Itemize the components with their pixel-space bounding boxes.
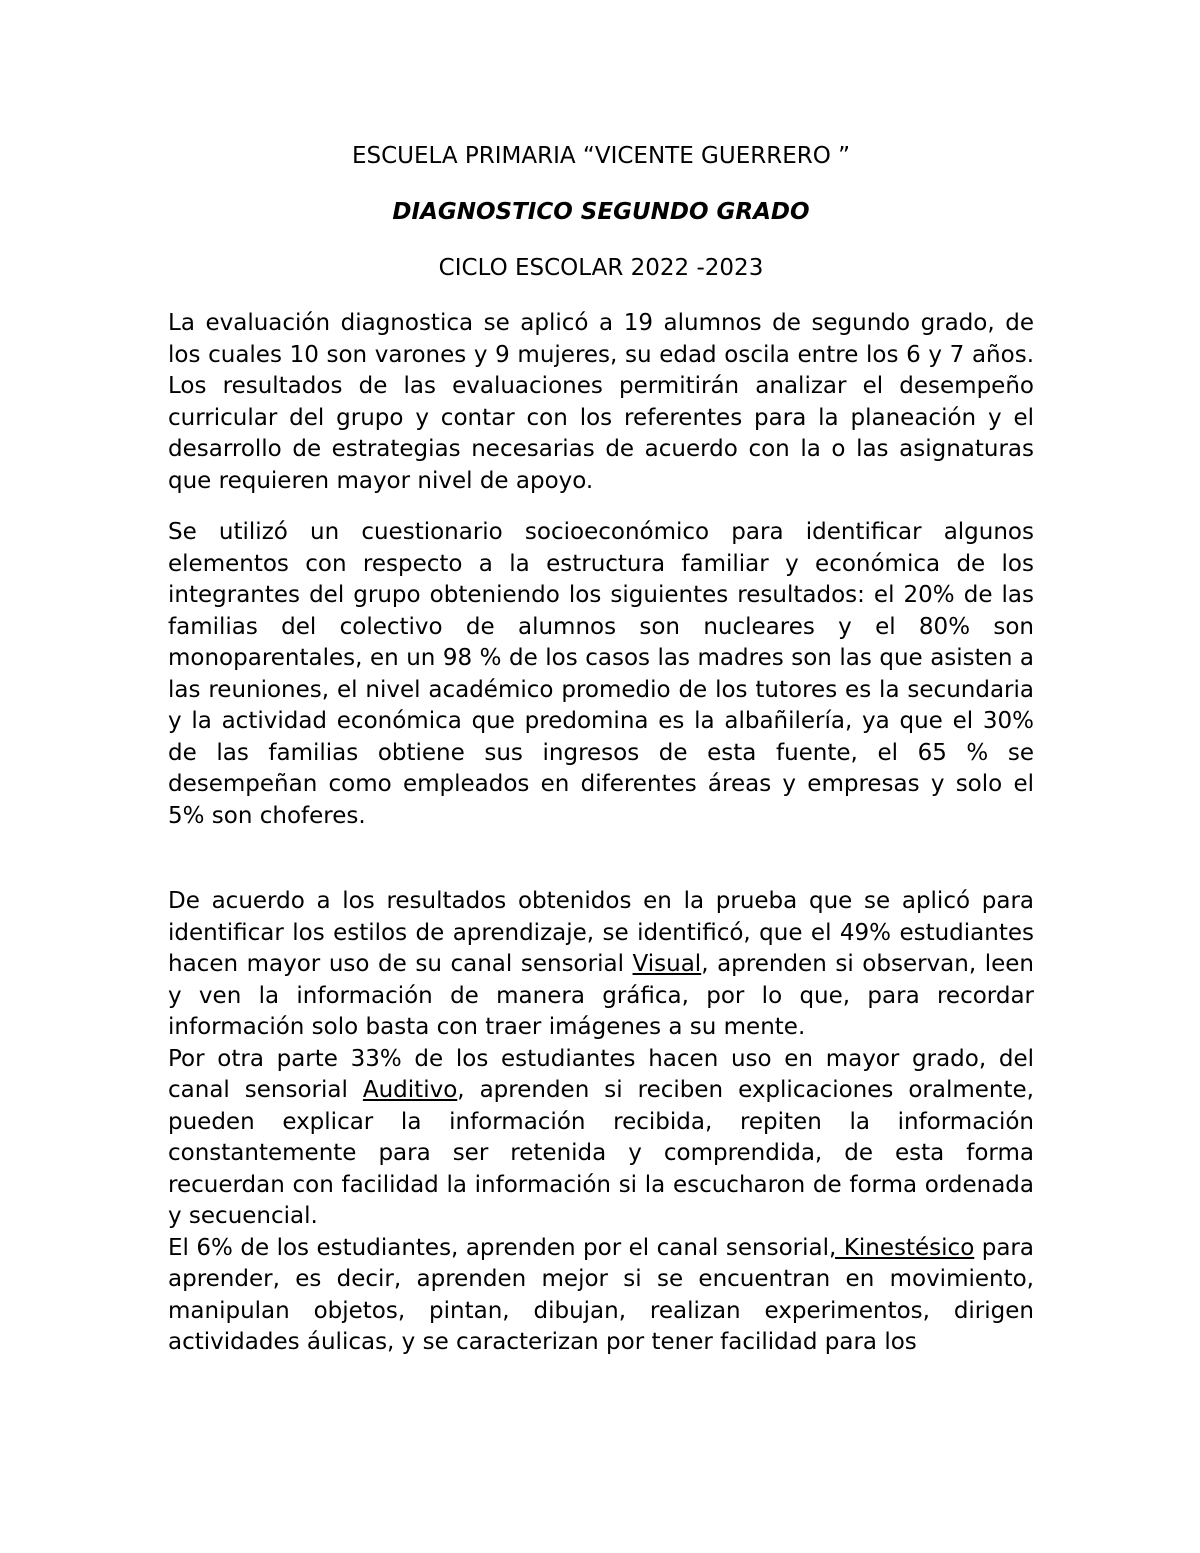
kinesthetic-text-before: El 6% de los estudiantes, aprenden por el canal sensorial — [168, 1234, 830, 1261]
visual-text-before: De acuerdo a los resultados obtenidos en la prueba que se aplicó para identificar los estilos de aprendizaje, se identificó, que el 49% estudiantes hacen mayor uso de su canal sensorial — [168, 888, 1034, 977]
school-cycle-title: CICLO ESCOLAR 2022 -2023 — [438, 255, 764, 281]
visual-text-after: , aprenden si observan, leen y ven la información de manera gráfica, por lo que, para recordar información solo basta con traer imágenes a su mente. — [168, 951, 1034, 1040]
paragraph-socioeconomic: Se utilizó un cuestionario socioeconómico para identificar algunos elementos con respecto a la estructura familiar y económica de los integrantes del grupo obteniendo los siguientes resultados: el 20% de las familias del colectivo de alumnos son nucleares y el 80% son monoparentales, en un 98 % de los casos las madres son las que asisten a las reuniones, el nivel académico promedio de los tutores es la secundaria y la actividad económica que predomina es la albañilería, ya que el 30% de las familias obtiene sus ingresos de esta fuente, el 65 % se desempeñan como empleados en diferentes áreas y empresas y solo el 5% son choferes. — [168, 519, 1034, 829]
diagnostic-title: DIAGNOSTICO SEGUNDO GRADO — [392, 199, 810, 225]
paragraph-intro: La evaluación diagnostica se aplicó a 19 alumnos de segundo grado, de los cuales 10 son varones y 9 mujeres, su edad oscila entre los 6 y 7 años. Los resultados de las evaluaciones permitirán analizar el desempeño curricular del grupo y contar con los referentes para la planeación y el desarrollo de estrategias necesarias de acuerdo con la o las asignaturas que requieren mayor nivel de apoyo. — [168, 310, 1034, 494]
paragraph-kinesthetic-style — [168, 1233, 1034, 1359]
paragraph-visual-style — [168, 886, 1034, 1044]
kinesthetic-underlined-term: , Kinestésico — [829, 1234, 975, 1261]
auditory-text-after: , aprenden si reciben explicaciones oralmente, pueden explicar la información recibida, repiten la información constantemente para ser retenida y comprendida, de esta forma recuerdan con facilidad la información si la escucharon de forma ordenada y secuencial. — [168, 1077, 1034, 1229]
school-title: ESCUELA PRIMARIA “VICENTE GUERRERO ” — [351, 143, 851, 169]
auditory-text-before: Por otra parte 33% de los estudiantes hacen uso en mayor grado, del canal sensorial — [168, 1045, 1034, 1103]
visual-underlined-term: Visual — [632, 951, 702, 977]
auditory-underlined-term: Auditivo — [362, 1077, 458, 1103]
document-page — [168, 140, 1034, 1359]
paragraph-auditory-style — [168, 1044, 1034, 1233]
kinesthetic-text-after: para aprender, es decir, aprenden mejor si se encuentran en movimiento, manipulan objetos, pintan, dibujan, realizan experimentos, dirigen actividades áulicas, y se caracterizan por tener facilidad para los — [168, 1234, 1034, 1355]
